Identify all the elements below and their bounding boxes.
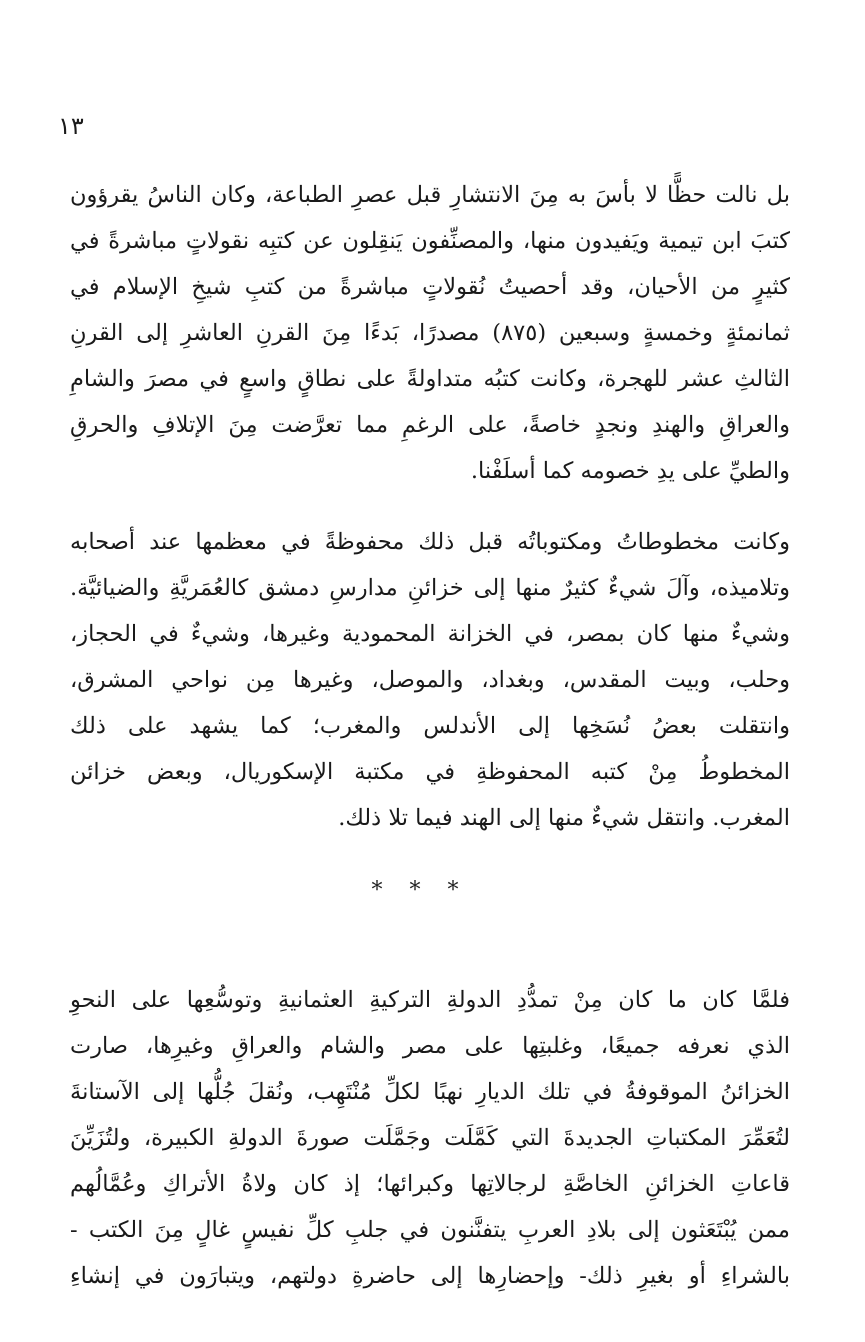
text-line: لتُعَمِّرَ المكتباتِ الجديدةَ التي كَمَّلَت وجَمَّلَت صورةَ الدولةِ الكبيرة، ولتُزَيِّنَ [70,1125,790,1151]
text-line: كثيرٍ من الأحيان، وقد أحصيتُ نُقولاتٍ مباشرةً من كتبِ شيخِ الإسلام في [70,274,790,300]
paragraph-1 [70,172,790,494]
text-line: وتلاميذه، وآلَ شيءٌ كثيرٌ منها إلى خزائنِ مدارسِ دمشق كالعُمَريَّةِ والضيائيَّة. [70,575,790,601]
text-line: كتبَ ابن تيمية ويَفيدون منها، والمصنِّفون يَنقِلون عن كتبِه نقولاتٍ مباشرةً في [70,228,790,254]
text-line: الخزائنُ الموقوفةُ في تلك الديارِ نهبًا لكلِّ مُنْتَهِب، ونُقلَ جُلُّها إلى الآستانةَ [70,1079,790,1105]
text-line: الثالثِ عشر للهجرة، وكانت كتبُه متداولةً على نطاقٍ واسعٍ في مصرَ والشامِ [70,366,790,392]
page-number: ١٣ [58,112,84,140]
text-line: بالشراءِ أو بغيرِ ذلك- وإحضارِها إلى حاضرةِ دولتهم، ويتبارَون في إنشاءِ [70,1263,790,1289]
text-line: وشيءٌ منها كان بمصر، في الخزانة المحمودية وغيرها، وشيءٌ في الحجاز، [70,621,790,647]
text-line: والطيِّ على يدِ خصومه كما أسلَفْنا. [470,458,790,484]
text-line: والعراقِ والهندِ ونجدٍ خاصةً، على الرغمِ مما تعرَّضت مِنَ الإتلافِ والحرقِ [70,412,790,438]
paragraph-2 [70,519,790,841]
text-line: وانتقلت بعضُ نُسَخِها إلى الأندلس والمغرب؛ كما يشهد على ذلك [70,713,790,739]
text-line: فلمَّا كان ما كان مِنْ تمدُّدِ الدولةِ التركيةِ العثمانيةِ وتوسُّعِها على النحوِ [70,987,790,1013]
paragraph-3 [70,977,790,1299]
text-line: ثمانمئةٍ وخمسةٍ وسبعين (٨٧٥) مصدرًا، بَدءًا مِنَ القرنِ العاشرِ إلى القرنِ [70,320,790,346]
text-line: المغرب. وانتقل شيءٌ منها إلى الهند فيما تلا ذلك. [338,805,790,831]
text-line: قاعاتِ الخزائنِ الخاصَّةِ لرجالاتِها وكبرائها؛ إذ كان ولاةُ الأتراكِ وعُمَّالُهم [70,1171,790,1197]
text-line: المخطوطُ مِنْ كتبه المحفوظةِ في مكتبة الإسكوريال، وبعض خزائن [70,759,790,785]
text-line: بل نالت حظًّا لا بأسَ به مِنَ الانتشارِ قبل عصرِ الطباعة، وكان الناسُ يقرؤون [70,182,790,208]
text-line: وكانت مخطوطاتُ ومكتوباتُه قبل ذلك محفوظةً في معظمها عند أصحابه [70,529,790,555]
text-line: وحلب، وبيت المقدس، وبغداد، والموصل، وغيرها مِن نواحي المشرق، [70,667,790,693]
section-separator: * * * [371,878,469,903]
text-line: الذي نعرفه جميعًا، وغلبتِها على مصر والشام والعراقِ وغيرِها، صارت [70,1033,790,1059]
text-line: ممن يُبْتَعَثون إلى بلادِ العربِ يتفنَّنون في جلبِ كلِّ نفيسٍ غالٍ مِنَ الكتب - [70,1217,790,1243]
